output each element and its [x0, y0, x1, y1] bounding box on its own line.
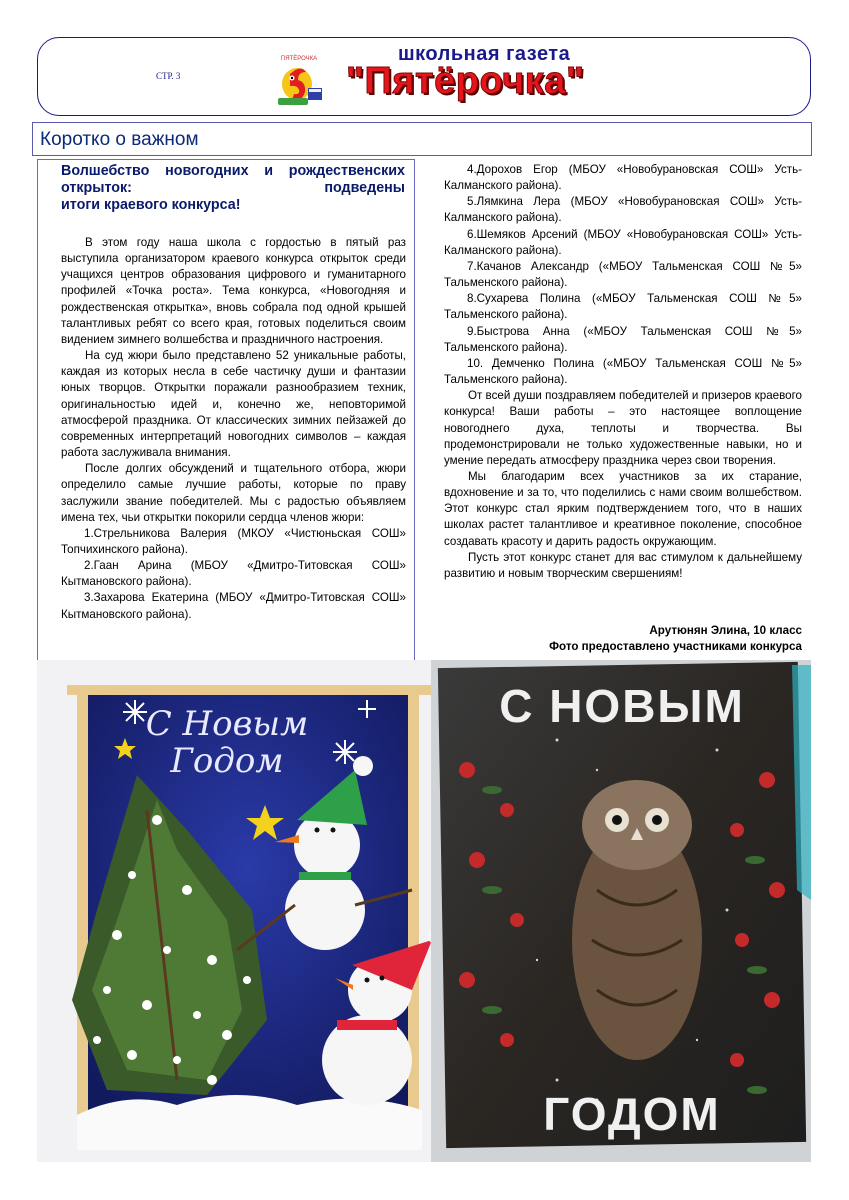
paragraph: Мы благодарим всех участников за их старание, вдохновение и за то, что поделились с нами своим волшебством. Этот конкурс стал ярким подтверждением того, что в наших школах растет талантливое и креативное поколение, способное создавать красоту и дарить радость окружающим.	[444, 469, 802, 548]
left-card-greeting-2: Годом	[170, 741, 284, 781]
article-body-right	[444, 162, 802, 582]
author-line: Арутюнян Элина, 10 класс	[649, 624, 802, 637]
photo-credit-line: Фото предоставлено участниками конкурса	[549, 640, 802, 653]
photo-right	[431, 660, 811, 1162]
winner-item: 4.Дорохов Егор (МБОУ «Новобурановская СОШ» Усть-Калманского района).	[444, 163, 802, 193]
article-title-line: итоги краевого конкурса!	[61, 197, 241, 213]
signature-block	[444, 623, 802, 655]
winner-item: 7.Качанов Александр («МБОУ Тальменская СОШ №5» Тальменского района).	[444, 259, 802, 290]
winner-item: 1.Стрельникова Валерия (МКОУ «Чистюньская СОШ» Топчихинского района).	[61, 526, 406, 556]
owl-illustration	[572, 780, 702, 1060]
paragraph: На суд жюри было представлено 52 уникальные работы, каждая из которых несла в себе частичку души и фантазии юных творцов. Открытки поражали разнообразием техник, оригинальностью идей и, конечно же, неповторимой атмосферой праздника. От классических зимних пейзажей до современных интерпретаций новогодних символов – каждая работа заслуживала внимания.	[61, 349, 406, 460]
left-card-greeting-1: С Новым	[145, 704, 309, 744]
newspaper-logo-icon	[268, 50, 330, 110]
logo-arc-text: ПЯТЁРОЧКА	[280, 56, 318, 62]
section-bar	[32, 122, 812, 156]
winner-item: 10. Демченко Полина («МБОУ Тальменская СОШ №5» Тальменского района).	[444, 356, 802, 387]
masthead-subtitle: школьная газета	[398, 43, 571, 65]
section-title: Коротко о важном	[40, 129, 199, 150]
page-number: СТР. 3	[156, 71, 181, 81]
photo-left	[37, 660, 446, 1162]
masthead-title: "Пятёрочка"	[346, 60, 585, 102]
right-card-greeting-1: С НОВЫМ	[499, 680, 745, 732]
paragraph: После долгих обсуждений и тщательного отбора, жюри определило самые лучшие работы, которые по праву заслужили звание победителей. Мы с радостью объявляем имена тех, чьи открытки покорили сердца членов жюри:	[61, 462, 406, 524]
winner-item: 2.Гаан Арина (МБОУ «Дмитро-Титовская СОШ» Кытмановского района).	[61, 559, 406, 589]
paragraph: В этом году наша школа с гордостью в пятый раз выступила организатором краевого конкурса открыток среди учащихся центров образования цифрового и гуманитарного профилей «Точка роста». Тема конкурса, «Новогодняя и рождественская открытка», вновь собрала под одной крышей талантливых ребят со всего края, готовых поделиться своим видением зимнего волшебства и праздничного настроения.	[61, 236, 406, 346]
article-body-left	[61, 235, 406, 623]
article-title-line: Волшебство новогодних и	[61, 163, 274, 179]
contest-photos	[37, 660, 811, 1162]
right-card-greeting-2: ГОДОМ	[543, 1088, 721, 1140]
winner-item: 3.Захарова Екатерина (МБОУ «Дмитро-Титовская СОШ» Кытмановского района).	[61, 591, 406, 621]
winner-item: 5.Лямкина Лера (МБОУ «Новобурановская СОШ» Усть-Калманского района).	[444, 195, 802, 225]
article-title-line: рождественских открыток: подведены	[61, 163, 405, 196]
winner-item: 8.Сухарева Полина («МБОУ Тальменская СОШ №5» Тальменского района).	[444, 292, 802, 322]
article-title	[61, 163, 405, 214]
paragraph: От всей души поздравляем победителей и призеров краевого конкурса! Ваши работы – это настоящее воплощение новогоднего духа, теплоты и творчества. Вы продемонстрировали не только художественные навыки, но и умение передать атмосферу праздника через свои творения.	[444, 389, 802, 467]
paragraph: Пусть этот конкурс станет для вас стимулом к дальнейшему развитию и новым творческим свершениям!	[444, 550, 802, 580]
winner-item: 6.Шемяков Арсений (МБОУ «Новобурановская СОШ» Усть-Калманского района).	[444, 227, 802, 257]
winner-item: 9.Быстрова Анна («МБОУ Тальменская СОШ №5» Тальменского района).	[444, 324, 802, 354]
